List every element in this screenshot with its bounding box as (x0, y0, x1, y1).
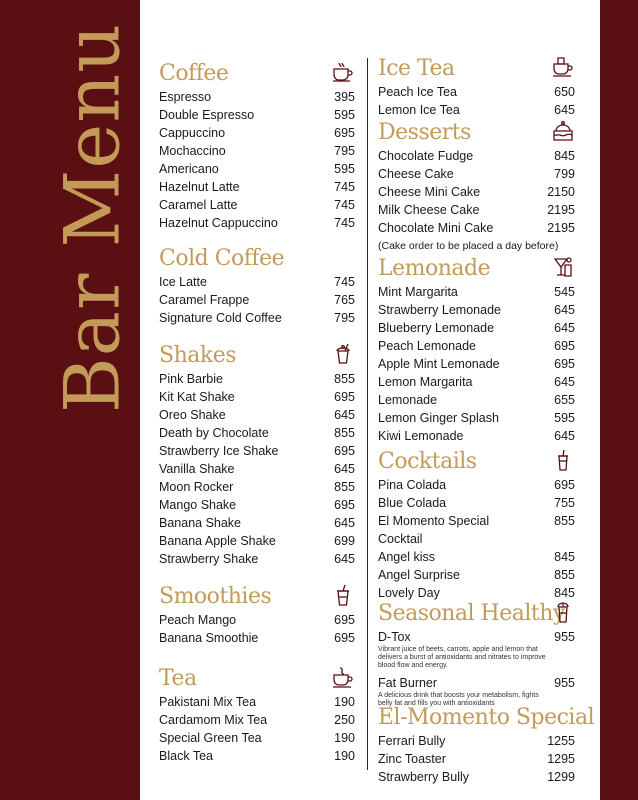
menu-item: Special Green Tea 190 (159, 731, 355, 745)
section-title-tea: Tea (159, 666, 197, 691)
menu-item: Caramel Frappe 765 (159, 293, 355, 307)
menu-item: Cocktail (378, 532, 423, 546)
menu-item: Pink Barbie 855 (159, 372, 355, 386)
section-title-lemonade: Lemonade (378, 256, 491, 281)
menu-item: Cappuccino 695 (159, 126, 355, 140)
menu-item: Peach Ice Tea 650 (378, 85, 575, 99)
section-title-desserts: Desserts (378, 120, 471, 145)
menu-item: Angel Surprise 855 (378, 568, 575, 582)
lemonade-glass-icon (551, 255, 575, 279)
menu-item: Blueberry Lemonade 645 (378, 321, 575, 335)
menu-item: Americano 595 (159, 162, 355, 176)
menu-item: Strawberry Shake 645 (159, 552, 355, 566)
menu-item: Chocolate Mini Cake 2195 (378, 221, 575, 235)
coffee-items (159, 88, 355, 232)
menu-item: Kit Kat Shake 695 (159, 390, 355, 404)
menu-item: Banana Smoothie 695 (159, 631, 355, 645)
menu-item: Kiwi Lemonade 645 (378, 429, 575, 443)
menu-item: Cardamom Mix Tea 250 (159, 713, 355, 727)
menu-item: Mango Shake 695 (159, 498, 355, 512)
dessert-note: (Cake order to be placed a day before) (378, 240, 559, 252)
section-shakes (159, 342, 355, 568)
section-cocktails (378, 448, 575, 602)
menu-item: Blue Colada 755 (378, 496, 575, 510)
page-title: Bar Menu (47, 22, 137, 414)
menu-item: Pina Colada 695 (378, 478, 575, 492)
section-el-momento-special (378, 704, 595, 786)
menu-item: Zinc Toaster 1295 (378, 752, 575, 766)
smoothie-icon (331, 583, 355, 607)
healthy-drink-icon (551, 600, 575, 624)
item-description: Vibrant juice of beets, carrots, apple and lemon that delivers a burst of antioxidants and nitrates to improve blood flow and energy. (378, 646, 546, 669)
menu-item: Strawberry Bully 1299 (378, 770, 575, 784)
menu-item: Moon Rocker 855 (159, 480, 355, 494)
item-description: A delicious drink that boosts your metabolism, fights belly fat and fills you with antioxidants (378, 692, 539, 707)
cake-icon (551, 119, 575, 143)
menu-item: Double Espresso 595 (159, 108, 355, 122)
coffee-cup-icon (331, 60, 355, 84)
section-smoothies (159, 583, 355, 647)
menu-item: Banana Shake 645 (159, 516, 355, 530)
menu-item: Death by Chocolate 855 (159, 426, 355, 440)
menu-item: Signature Cold Coffee 795 (159, 311, 355, 325)
menu-item: Cheese Mini Cake 2150 (378, 185, 575, 199)
menu-item: Strawberry Lemonade 645 (378, 303, 575, 317)
menu-item: Lovely Day 845 (378, 586, 575, 600)
column-divider (367, 58, 368, 770)
menu-item: Fat Burner 955 (378, 676, 575, 690)
menu-item: Espresso 395 (159, 90, 355, 104)
menu-item: Hazelnut Cappuccino 745 (159, 216, 355, 230)
section-title-shakes: Shakes (159, 343, 236, 368)
menu-item: Peach Lemonade 695 (378, 339, 575, 353)
menu-item: Milk Cheese Cake 2195 (378, 203, 575, 217)
menu-item: Caramel Latte 745 (159, 198, 355, 212)
section-cold-coffee (159, 245, 355, 327)
menu-item: Pakistani Mix Tea 190 (159, 695, 355, 709)
section-tea (159, 665, 355, 765)
section-title-seasonal-healthy: Seasonal Healthy (378, 601, 565, 626)
menu-item: Mint Margarita 545 (378, 285, 575, 299)
menu-item: Strawberry Ice Shake 695 (159, 444, 355, 458)
menu-item: El Momento Special 855 (378, 514, 575, 528)
menu-item: Peach Mango 695 (159, 613, 355, 627)
menu-item: Chocolate Fudge 845 (378, 149, 575, 163)
menu-item: Banana Apple Shake 699 (159, 534, 355, 548)
cocktail-cup-icon (551, 448, 575, 472)
section-ice-tea (378, 55, 575, 119)
section-title-coffee: Coffee (159, 61, 229, 86)
menu-item: Oreo Shake 645 (159, 408, 355, 422)
menu-item: Angel kiss 845 (378, 550, 575, 564)
menu-item: Lemonade 655 (378, 393, 575, 407)
menu-item: D-Tox 955 (378, 630, 575, 644)
menu-item: Ferrari Bully 1255 (378, 734, 575, 748)
section-lemonade (378, 255, 575, 445)
section-title-el-momento: El-Momento Special (378, 705, 595, 730)
section-title-cocktails: Cocktails (378, 449, 477, 474)
menu-item: Cheese Cake 799 (378, 167, 575, 181)
section-title-cold-coffee: Cold Coffee (159, 246, 285, 271)
menu-item: Hazelnut Latte 745 (159, 180, 355, 194)
menu-item: Vanilla Shake 645 (159, 462, 355, 476)
section-seasonal-healthy (378, 600, 575, 708)
menu-item: Lemon Ice Tea 645 (378, 103, 575, 117)
menu-item: Lemon Ginger Splash 595 (378, 411, 575, 425)
menu-item: Lemon Margarita 645 (378, 375, 575, 389)
section-title-ice-tea: Ice Tea (378, 56, 455, 81)
section-title-smoothies: Smoothies (159, 584, 272, 609)
menu-item: Apple Mint Lemonade 695 (378, 357, 575, 371)
menu-item: Black Tea 190 (159, 749, 355, 763)
menu-item: Mochaccino 795 (159, 144, 355, 158)
shake-glass-icon (331, 342, 355, 366)
section-coffee (159, 60, 355, 232)
section-desserts (378, 119, 575, 255)
right-maroon-band (600, 0, 638, 800)
tea-cup-icon (331, 665, 355, 689)
ice-tea-icon (551, 55, 575, 79)
menu-item: Ice Latte 745 (159, 275, 355, 289)
